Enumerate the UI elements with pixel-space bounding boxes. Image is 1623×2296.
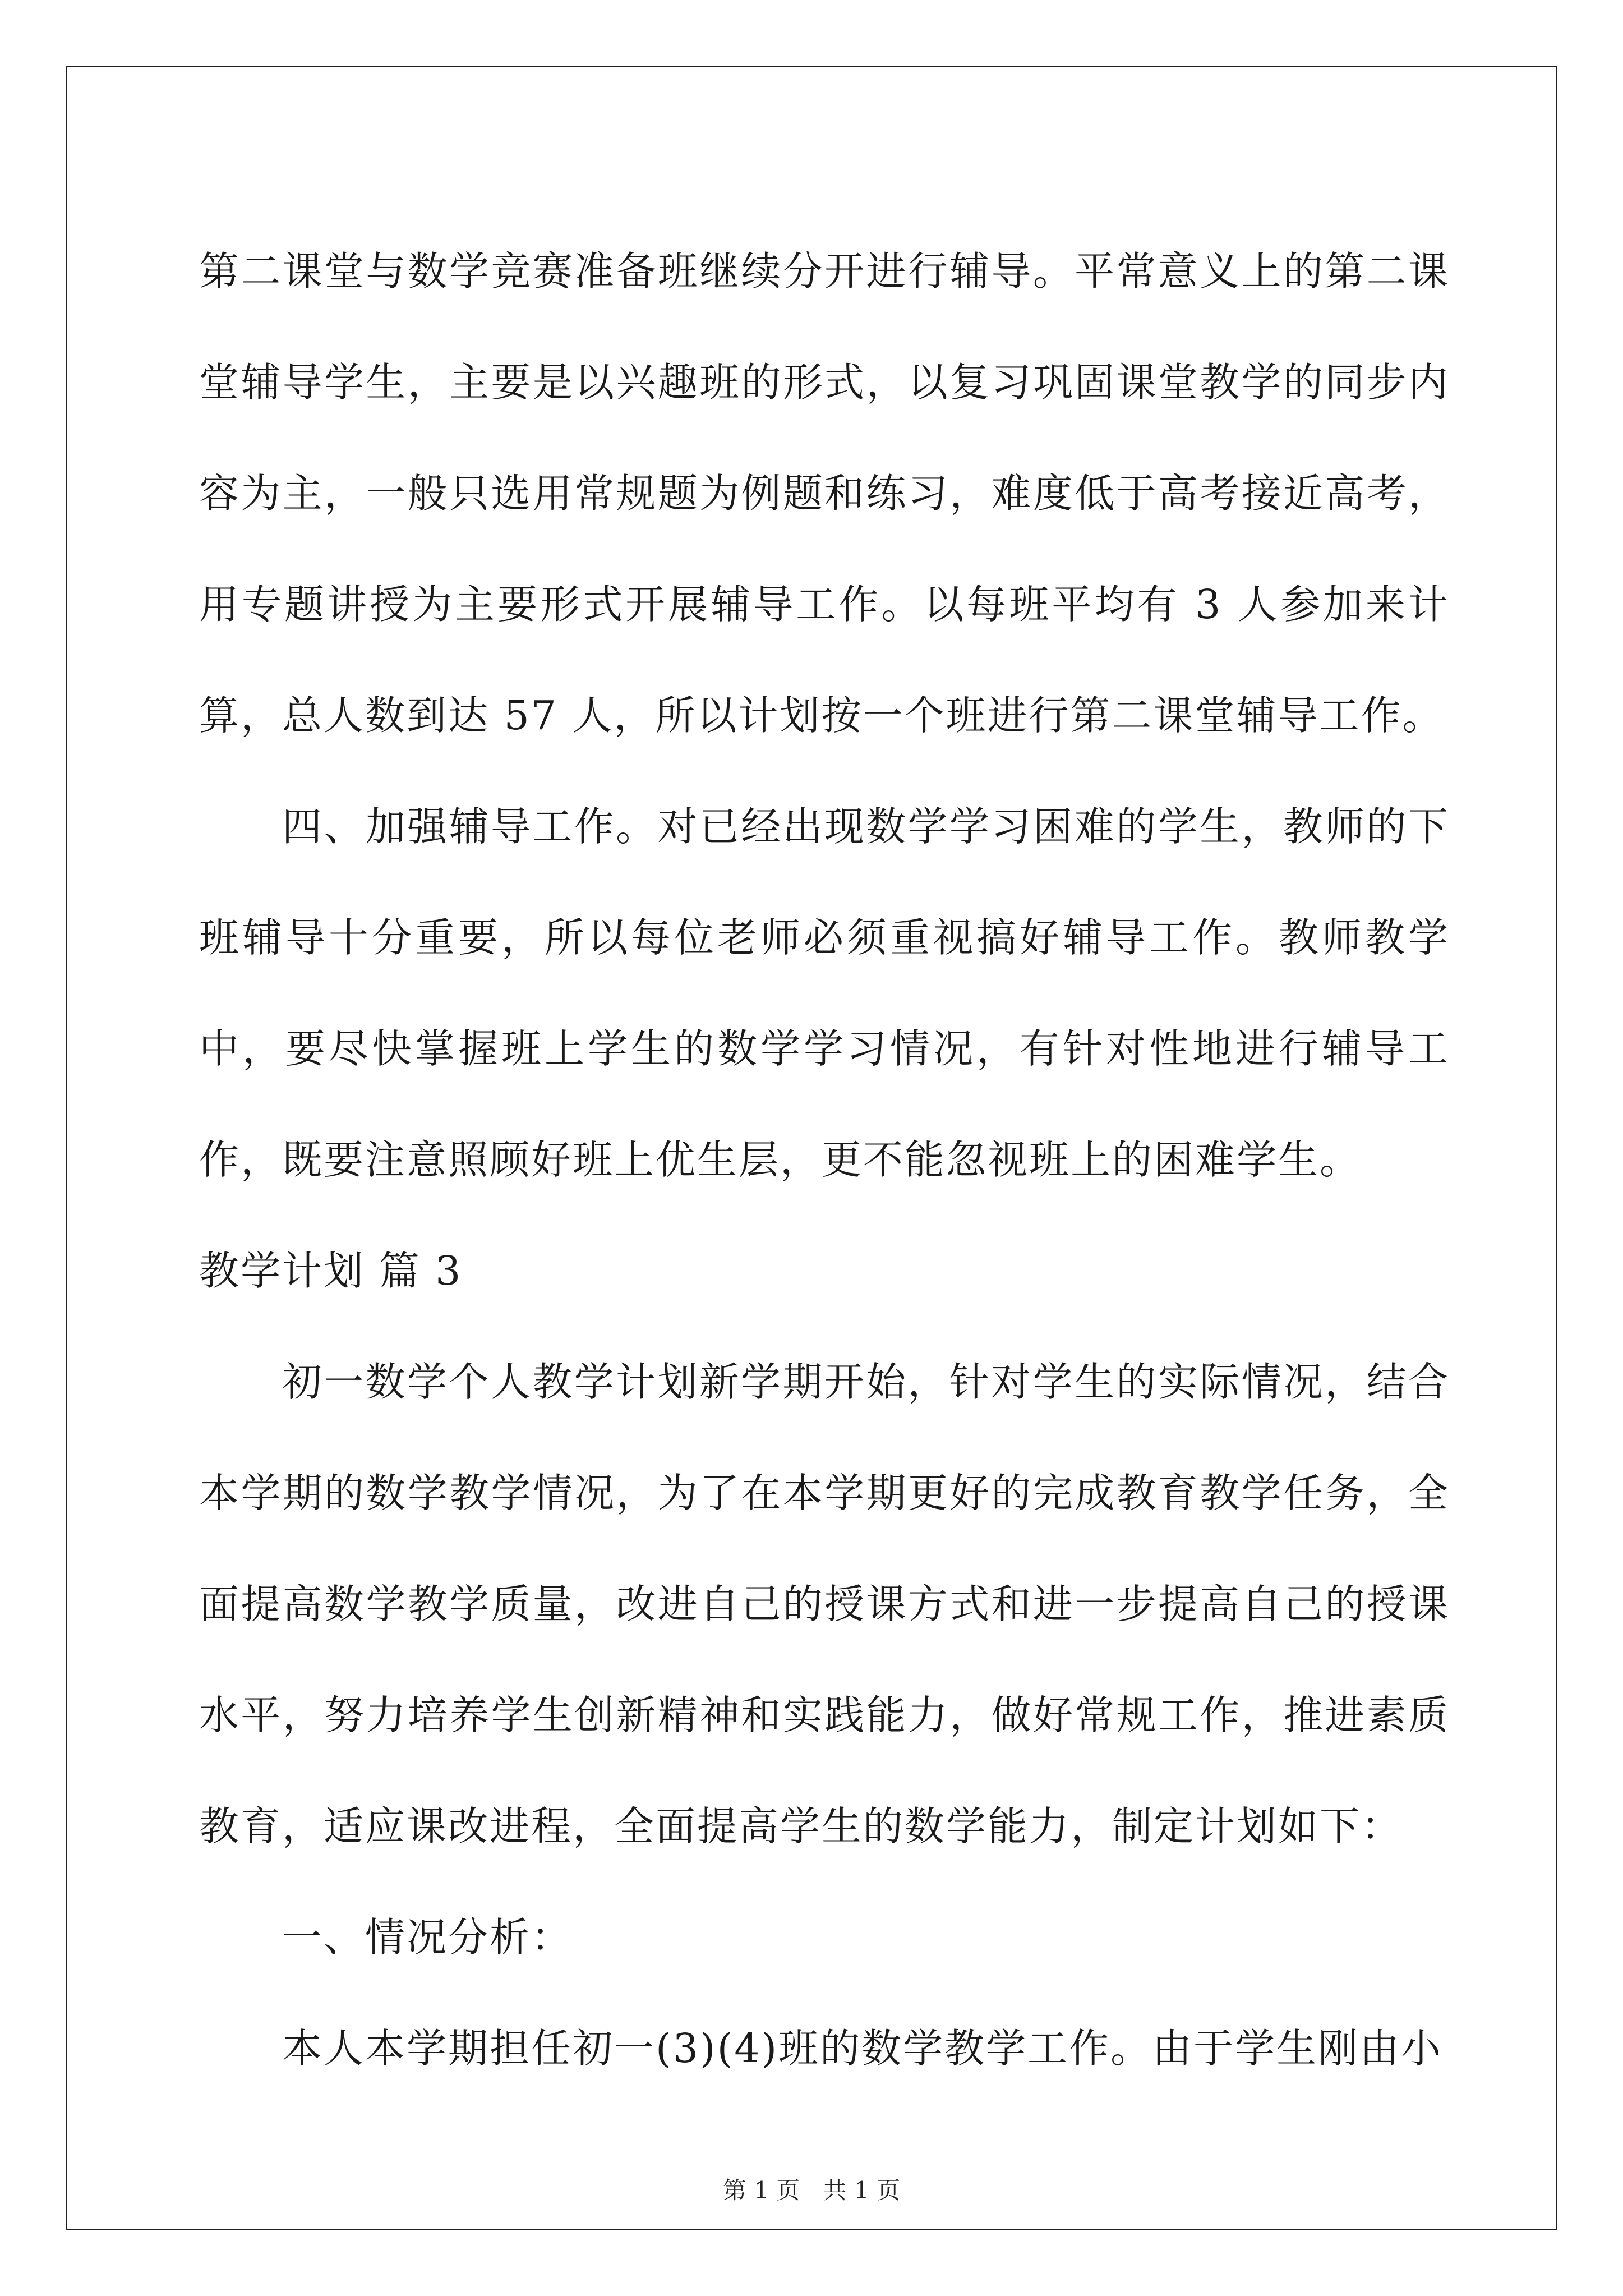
section-heading: 教学计划 篇 3 [199, 1248, 463, 1294]
paragraph-1: 第二课堂与数学竞赛准备班继续分开进行辅导。平常意义上的第二课堂辅导学生，主要是以兴趣班的形式，以复习巩固课堂教学的同步内容为主，一般只选用常规题为例题和练习，难度低于高考接近高考，用专题讲授为主要形式开展辅导工作。以每班平均有 3 人参加来计算，总人数到达 57 人，所以计划按一个班进行第二课堂辅导工作。 [199, 248, 1450, 739]
paragraph-3: 初一数学个人教学计划新学期开始，针对学生的实际情况，结合本学期的数学教学情况，为了在本学期更好的完成教育教学任务，全面提高数学教学质量，改进自己的授课方式和进一步提高自己的授课水平，努力培养学生创新精神和实践能力，做好常规工作，推进素质教育，适应课改进程，全面提高学生的数学能力，制定计划如下： [199, 1359, 1450, 1849]
document-body [199, 216, 1450, 2104]
paragraph-4: 一、情况分析： [282, 1914, 573, 1961]
paragraph-5: 本人本学期担任初一(3)(4)班的数学教学工作。由于学生刚由小 [282, 2025, 1443, 2072]
page-total: 共 1 页 [823, 2177, 901, 2204]
page-footer [0, 2172, 1623, 2206]
page-number: 第 1 页 [722, 2177, 800, 2204]
paragraph-2: 四、加强辅导工作。对已经出现数学学习困难的学生，教师的下班辅导十分重要，所以每位老师必须重视搞好辅导工作。教师教学中，要尽快掌握班上学生的数学学习情况，有针对性地进行辅导工作，既要注意照顾好班上优生层，更不能忽视班上的困难学生。 [199, 803, 1450, 1183]
